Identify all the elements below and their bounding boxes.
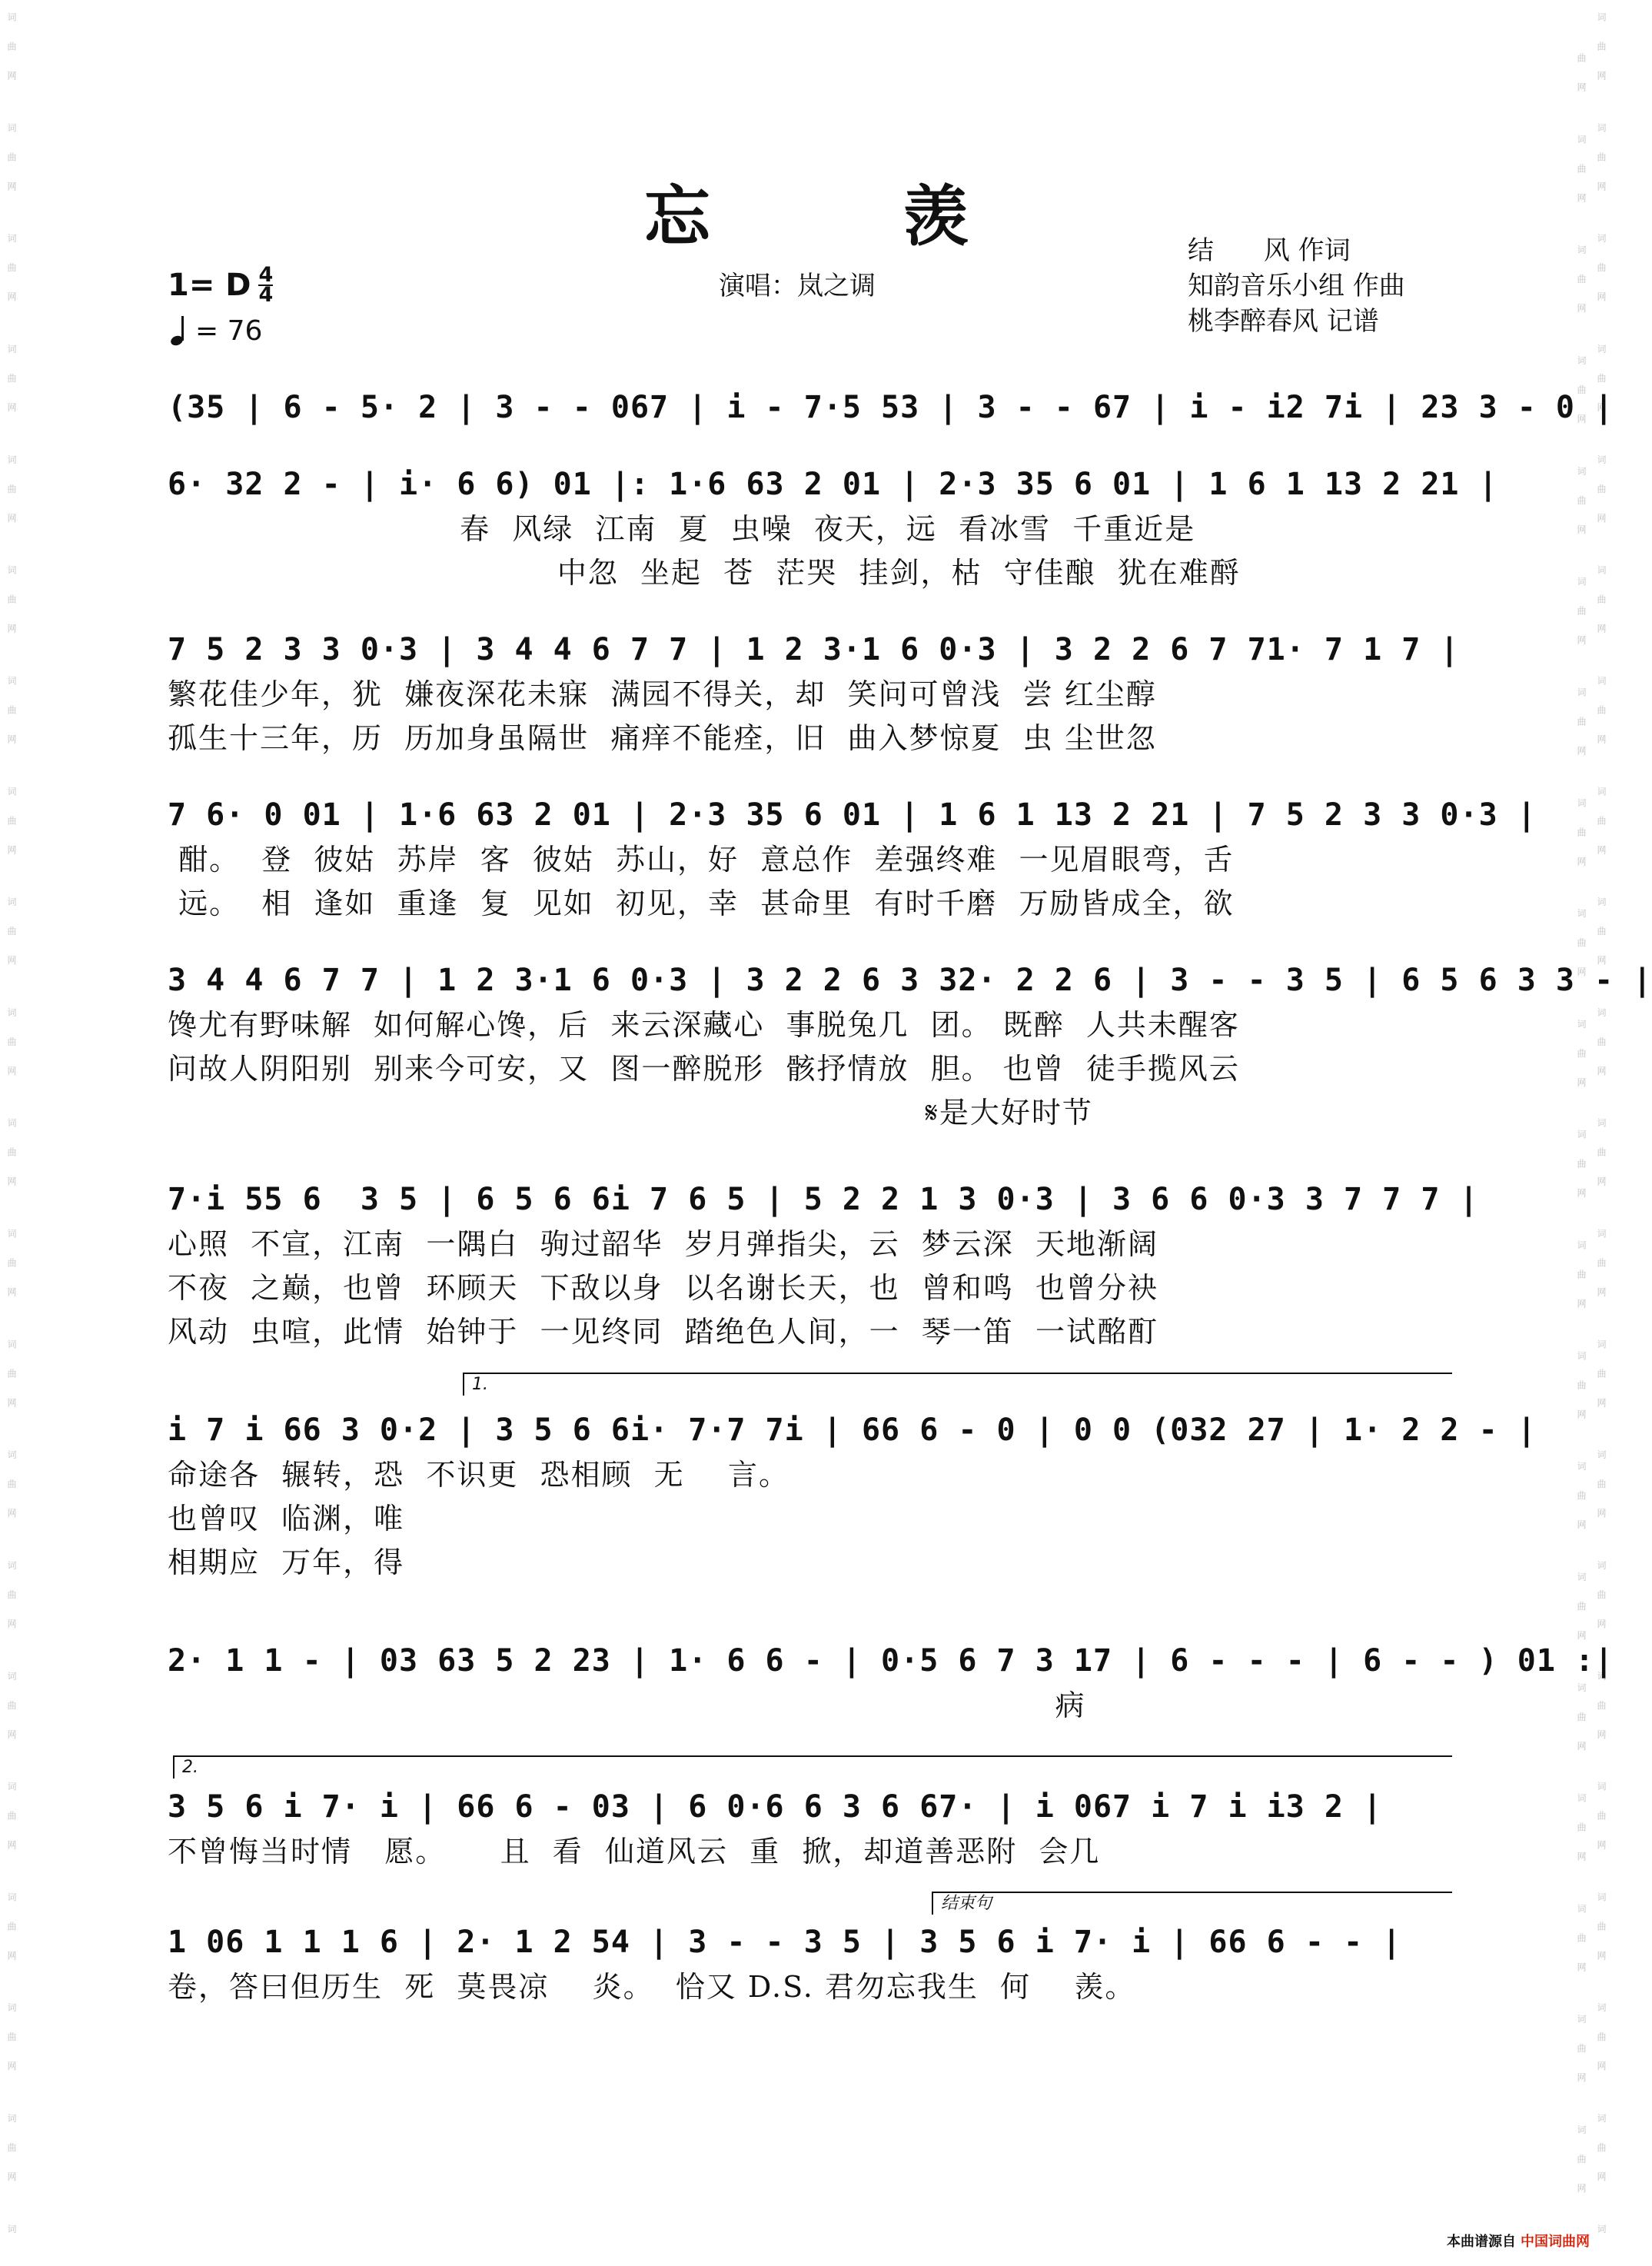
lyric-verse-2: 也曾叹 临渊，唯 <box>168 1502 405 1536</box>
source-label: 本曲谱源自 <box>1447 2234 1516 2250</box>
score-system-9 <box>168 1784 1448 1874</box>
score-system-1 <box>168 384 1614 431</box>
tempo-value: = 76 <box>195 315 263 347</box>
key-signature <box>168 263 274 307</box>
time-signature-bottom: 4 <box>258 283 274 307</box>
notation-line: 7 6· 0 01 | 1·6 63 2 01 | 2·3 35 6 01 | 1 6 1 13 2 21 | 7 5 2 3 3 0·3 | <box>168 797 1537 833</box>
right-watermark-strip: 词曲网 词曲网 词曲网 词曲网 词曲网 词曲网 词曲网 词曲网 词曲网 词曲网 词曲网 词曲网 词曲网 词曲网 词曲网 词曲网 词曲网 词曲网 词曲网 词曲网 词曲网 词曲网 词曲网 词曲网 词曲网 词曲网 词曲网 词曲网 词曲网 词曲网 词曲网 词曲网 词曲网 词曲网 词曲网 词曲网 词曲网 词曲网 词曲网 词曲网 <box>1576 12 1607 2254</box>
score-system-3 <box>168 627 1460 760</box>
lyric-verse-1: 不曾悔当时情 愿。 且 看 仙道风云 重 掀，却道善恶附 会几 <box>168 1835 1101 1868</box>
score-system-6 <box>168 1176 1479 1354</box>
composer-credit: 知韵音乐小组 作曲 <box>1188 271 1405 301</box>
notation-line: 3 5 6 i 7· i | 66 6 - 03 | 6 0·6 6 3 6 67· | i 067 i 7 i i3 2 | <box>168 1789 1383 1825</box>
time-signature <box>258 263 274 307</box>
notation-line: 6· 32 2 - | i· 6 6) 01 |: 1·6 63 2 01 | 2·3 35 6 01 | 1 6 1 13 2 21 | <box>168 467 1498 502</box>
lyric-verse-1: 酣。 登 彼姑 苏岸 客 彼姑 苏山，好 意总作 差强终难 一见眉眼弯，舌 <box>168 843 1235 877</box>
coda-bracket: 结束句 <box>932 1892 1452 1915</box>
notation-line: 3 4 4 6 7 7 | 1 2 3·1 6 0·3 | 3 2 2 6 3 32· 2 2 6 | 3 - - 3 5 | 6 5 6 3 3 - | <box>168 963 1652 998</box>
lyric-verse-2: 不夜 之巅，也曾 环顾天 下敌以身 以名谢长天，也 曾和鸣 也曾分袂 <box>168 1271 1158 1305</box>
key-label: 1= D <box>168 268 251 303</box>
time-signature-top: 4 <box>258 263 274 287</box>
score-system-5 <box>168 957 1652 1135</box>
first-ending-bracket: 1. <box>463 1373 1452 1396</box>
transcriber-credit: 桃李醉春风 记谱 <box>1188 306 1379 337</box>
lyric-verse-1: 卷，答曰但历生 死 莫畏凉 炎。 恰又 D.S. 君勿忘我生 何 羡。 <box>168 1970 1136 2004</box>
lyric-verse-1: 病 <box>168 1689 1086 1722</box>
notation-line: 1 06 1 1 1 6 | 2· 1 2 54 | 3 - - 3 5 | 3 5 6 i 7· i | 66 6 - - | <box>168 1925 1402 1960</box>
score-system-7 <box>168 1407 1537 1585</box>
score-system-8 <box>168 1638 1614 1728</box>
lyric-verse-2: 中忽 坐起 苍 茫哭 挂剑，枯 守佳酿 犹在难酹 <box>168 556 1241 590</box>
song-title: 忘 羡 <box>644 178 1053 255</box>
source-footer <box>1447 2231 1590 2251</box>
lyric-verse-2: 远。 相 逢如 重逢 复 见如 初见，幸 甚命里 有时千磨 万励皆成全，欲 <box>168 887 1235 920</box>
lyric-verse-1: 馋尤有野味解 如何解心馋，后 来云深藏心 事脱兔几 团。 既醉 人共未醒客 <box>168 1008 1240 1042</box>
lyric-verse-3: 𝄋是大好时节 <box>168 1096 1093 1130</box>
tempo-marking <box>168 315 262 347</box>
notation-line: i 7 i 66 3 0·2 | 3 5 6 6i· 7·7 7i | 66 6 - 0 | 0 0 (032 27 | 1· 2 2 - | <box>168 1413 1537 1448</box>
score-system-4 <box>168 792 1537 926</box>
site-link[interactable]: 中国词曲网 <box>1521 2234 1590 2250</box>
score-system-2 <box>168 461 1498 595</box>
lyric-verse-2: 孤生十三年，历 历加身虽隔世 痛痒不能痊，旧 曲入梦惊夏 虫 尘世忽 <box>168 721 1157 755</box>
notation-line: 7 5 2 3 3 0·3 | 3 4 4 6 7 7 | 1 2 3·1 6 0·3 | 3 2 2 6 7 71· 7 1 7 | <box>168 632 1460 667</box>
second-ending-bracket: 2. <box>173 1755 1452 1779</box>
lyric-verse-1: 繁花佳少年，犹 嫌夜深花未寐 满园不得关，却 笑问可曾浅 尝 红尘醇 <box>168 677 1157 711</box>
notation-line: 7·i 55 6 3 5 | 6 5 6 6i 7 6 5 | 5 2 2 1 3 0·3 | 3 6 6 0·3 3 7 7 7 | <box>168 1182 1479 1217</box>
lyric-verse-2: 问故人阴阳别 别来今可安，又 图一醉脱形 骸抒情放 胆。 也曾 徒手揽风云 <box>168 1052 1240 1086</box>
left-watermark-strip: 词曲网 词曲网 词曲网 词曲网 词曲网 词曲网 词曲网 词曲网 词曲网 词曲网 词曲网 词曲网 词曲网 词曲网 词曲网 词曲网 词曲网 词曲网 词曲网 词曲网 词 <box>6 12 17 2254</box>
lyric-verse-3: 风动 虫喧，此情 始钟于 一见终同 踏绝色人间，一 琴一笛 一试酩酊 <box>168 1315 1158 1349</box>
notation-line: 2· 1 1 - | 03 63 5 2 23 | 1· 6 6 - | 0·5 6 7 3 17 | 6 - - - | 6 - - ) 01 :| <box>168 1643 1614 1679</box>
score-system-10 <box>168 1919 1448 2009</box>
lyric-verse-1: 命途各 辗转，恐 不识更 恐相顾 无 言。 <box>168 1458 789 1492</box>
lyric-verse-1: 春 风绿 江南 夏 虫噪 夜天，远 看冰雪 千重近是 <box>168 512 1196 546</box>
composer-credits <box>1188 233 1405 339</box>
lyricist-credit: 结 风 作词 <box>1188 235 1351 266</box>
lyric-verse-1: 心照 不宣，江南 一隅白 驹过韶华 岁月弹指尖，云 梦云深 天地渐阔 <box>168 1227 1158 1261</box>
notation-line: (35 | 6 - 5· 2 | 3 - - 067 | i - 7·5 53 | 3 - - 67 | i - i2 7i | 23 3 - 0 | <box>168 390 1614 425</box>
quarter-note-icon <box>168 316 191 347</box>
lyric-verse-3: 相期应 万年，得 <box>168 1546 405 1579</box>
singer-credit: 演唱：岚之调 <box>719 271 876 301</box>
